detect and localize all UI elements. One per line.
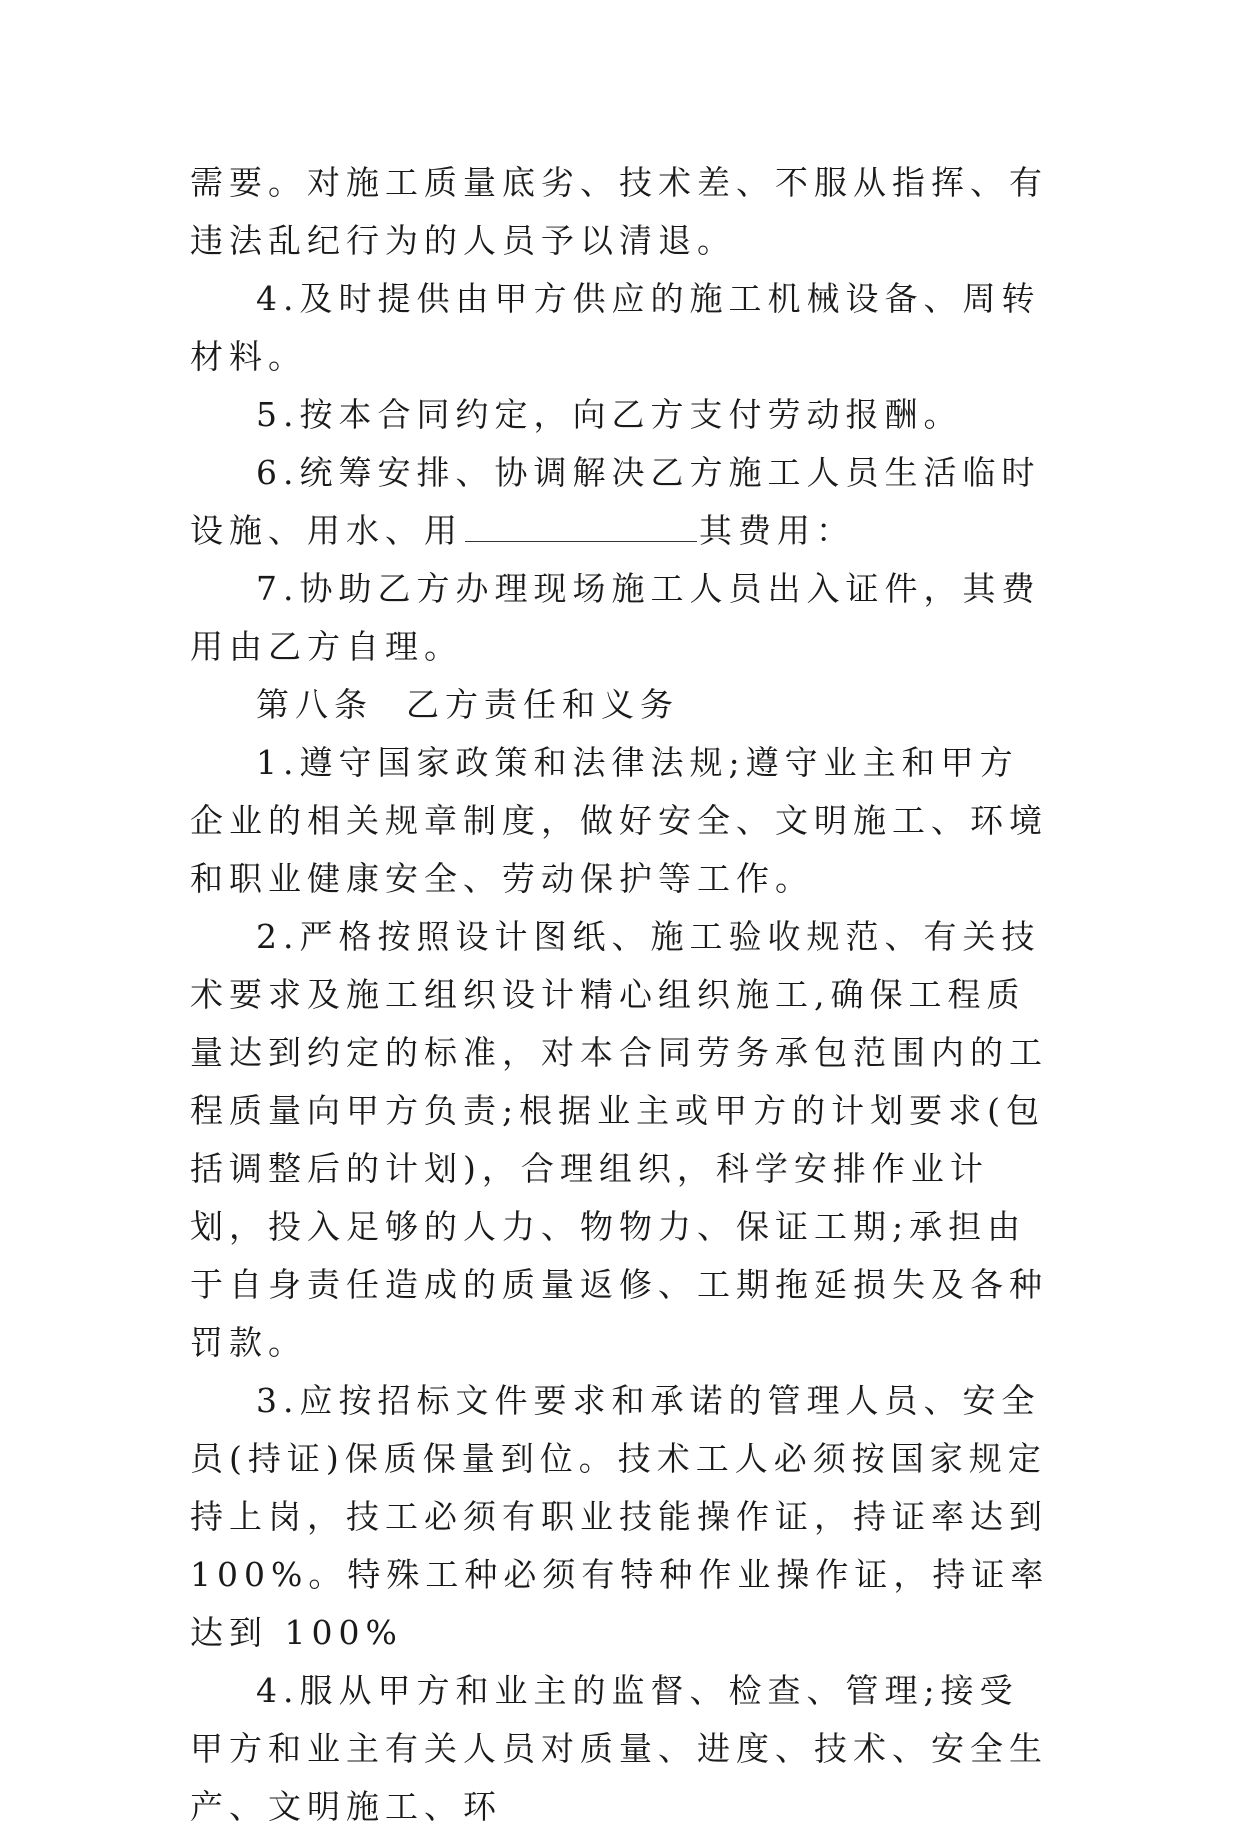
- paragraph-4-text-before: 6.统筹安排、协调解决乙方施工人员生活临时设施、用水、用: [190, 453, 1041, 550]
- paragraph-2: 4.及时提供由甲方供应的施工机械设备、周转材料。: [190, 279, 1041, 376]
- article-heading: 第八条 乙方责任和义务: [256, 685, 679, 724]
- paragraph-4: [190, 444, 1050, 560]
- contract-text: [190, 154, 1065, 1836]
- fill-in-blank: [465, 511, 697, 542]
- paragraph-8: 2.严格按照设计图纸、施工验收规范、有关技术要求及施工组织设计精心组织施工,确保工程质量达到约定的标准，对本合同劳务承包范围内的工程质量向甲方负责;根据业主或甲方的计划要求(包括调整后的计划)，合理组织，科学安排作业计划，投入足够的人力、物物力、保证工期;承担由于自身责任造成的质量返修、工期拖延损失及各种罚款。: [190, 917, 1048, 1362]
- paragraph-4-text-after: 其费用：: [699, 511, 855, 550]
- paragraph-1: 需要。对施工质量底劣、技术差、不服从指挥、有违法乱纪行为的人员予以清退。: [190, 163, 1048, 260]
- paragraph-3: 5.按本合同约定，向乙方支付劳动报酬。: [256, 395, 963, 434]
- paragraph-10: 4.服从甲方和业主的监督、检查、管理;接受甲方和业主有关人员对质量、进度、技术、安全生产、文明施工、环: [190, 1671, 1048, 1826]
- paragraph-5: 7.协助乙方办理现场施工人员出入证件，其费用由乙方自理。: [190, 569, 1041, 666]
- paragraph-7: 1.遵守国家政策和法律法规;遵守业主和甲方企业的相关规章制度，做好安全、文明施工、环境和职业健康安全、劳动保护等工作。: [190, 743, 1048, 898]
- paragraph-9: 3.应按招标文件要求和承诺的管理人员、安全员(持证)保质保量到位。技术工人必须按国家规定持上岗，技工必须有职业技能操作证，持证率达到 100%。特殊工种必须有特种作业操作证，持证率达到 100%: [190, 1381, 1065, 1652]
